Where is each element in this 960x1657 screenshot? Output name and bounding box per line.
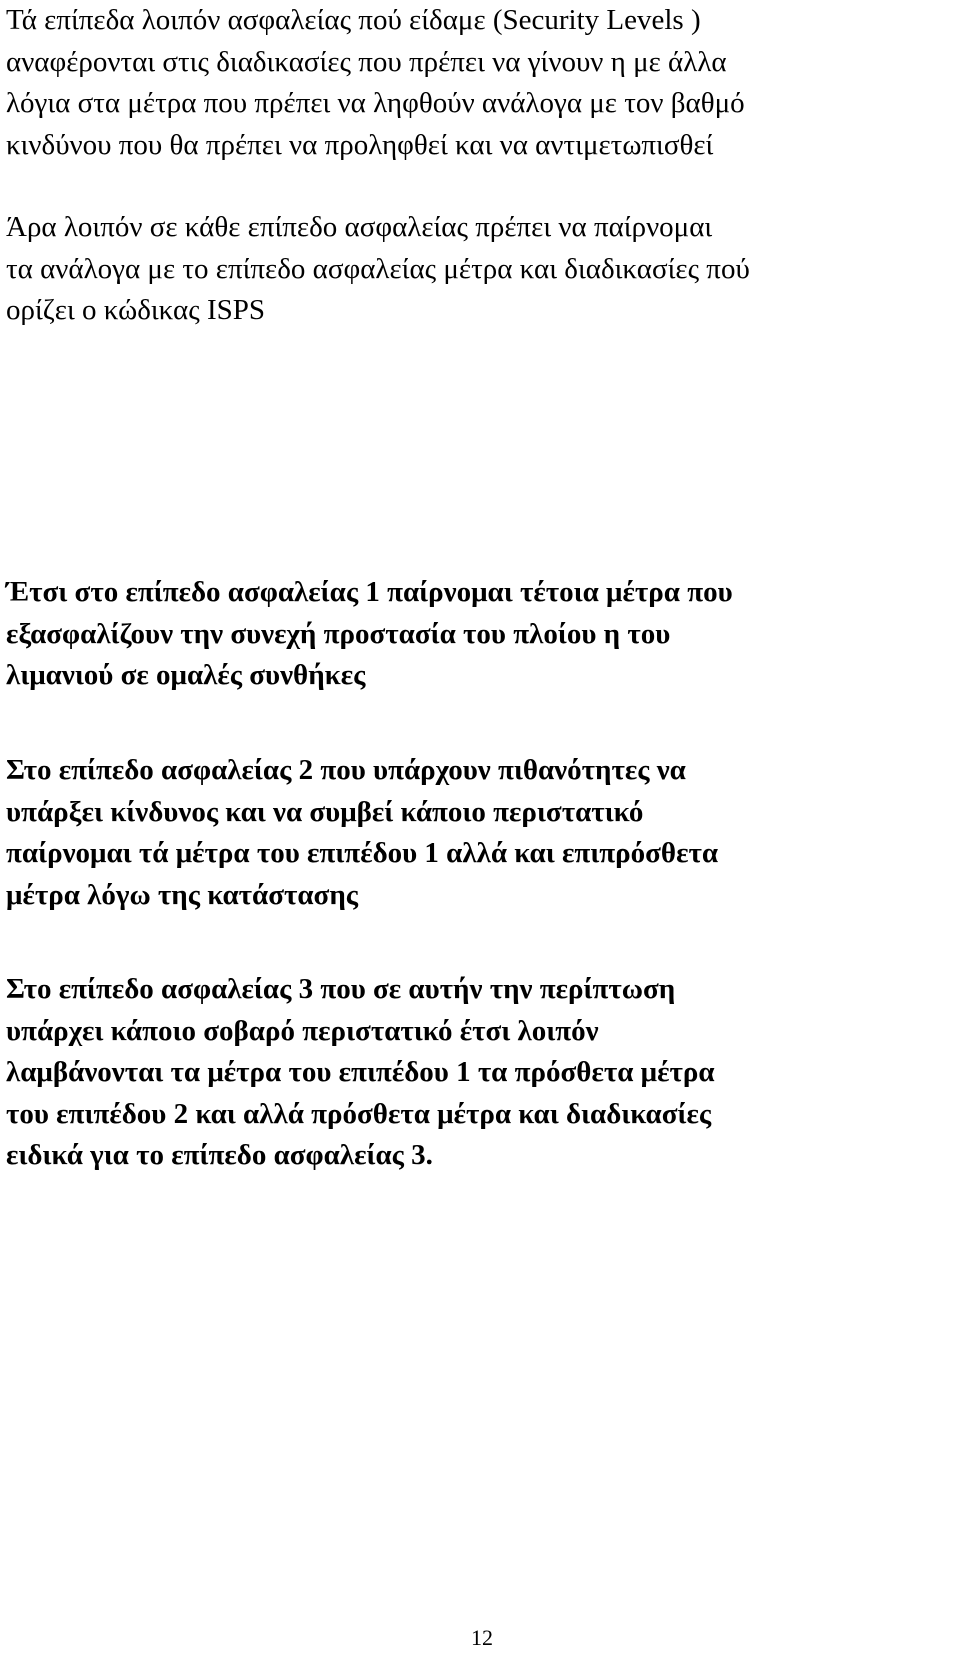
text-line: μέτρα λόγω της κατάστασης	[6, 878, 359, 911]
text-line: εξασφαλίζουν την συνεχή προστασία του πλοίου η του	[6, 617, 671, 650]
paragraph-security-level-3	[6, 969, 715, 1177]
text-line: παίρνομαι τά μέτρα του επιπέδου 1 αλλά και επιπρόσθετα	[6, 837, 719, 869]
text-line: κινδύνου που θα πρέπει να προληφθεί και να αντιμετωπισθεί	[6, 128, 714, 161]
paragraph-security-levels-intro	[6, 0, 745, 166]
text-line: λιμανιού σε ομαλές συνθήκες	[6, 659, 366, 691]
text-line: αναφέρονται στις διαδικασίες που πρέπει να γίνουν η με άλλα	[6, 45, 727, 78]
text-line: Τά επίπεδα λοιπόν ασφαλείας πού είδαμε (Security Levels )	[6, 4, 701, 36]
text-line: λόγια στα μέτρα που πρέπει να ληφθούν ανάλογα με τον βαθμό	[6, 87, 745, 119]
text-line: Έτσι στο επίπεδο ασφαλείας 1 παίρνομαι τέτοια μέτρα που	[6, 576, 733, 608]
text-line: Στο επίπεδο ασφαλείας 2 που υπάρχουν πιθανότητες να	[6, 754, 686, 786]
text-line: ειδικά για το επίπεδο ασφαλείας 3.	[6, 1139, 433, 1171]
text-line: υπάρχει κάποιο σοβαρό περιστατικό έτσι λοιπόν	[6, 1014, 599, 1047]
text-line: ορίζει ο κώδικας ISPS	[6, 294, 266, 326]
text-line: υπάρξει κίνδυνος και να συμβεί κάποιο περιστατικό	[6, 795, 644, 828]
paragraph-isps-code	[6, 207, 750, 332]
text-line: του επιπέδου 2 και αλλά πρόσθετα μέτρα και διαδικασίες	[6, 1097, 712, 1130]
text-line: τα ανάλογα με το επίπεδο ασφαλείας μέτρα και διαδικασίες πού	[6, 252, 750, 285]
text-line: λαμβάνονται τα μέτρα του επιπέδου 1 τα πρόσθετα μέτρα	[6, 1056, 715, 1088]
page-number: 12	[471, 1625, 493, 1650]
text-line: Στο επίπεδο ασφαλείας 3 που σε αυτήν την περίπτωση	[6, 973, 676, 1005]
document-page	[6, 0, 946, 1657]
paragraph-security-level-2	[6, 750, 718, 916]
text-line: Άρα λοιπόν σε κάθε επίπεδο ασφαλείας πρέπει να παίρνομαι	[6, 211, 713, 243]
paragraph-security-level-1	[6, 572, 733, 697]
